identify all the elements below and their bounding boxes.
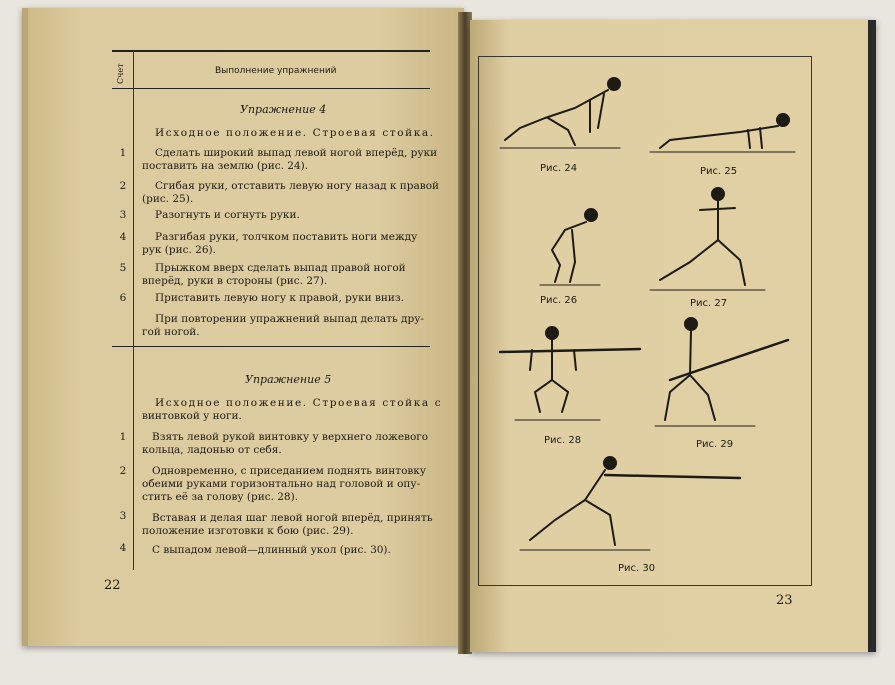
step-text: Одновременно, с приседанием поднять винтовку	[152, 465, 427, 477]
page-number-left: 22	[104, 578, 121, 593]
figure-28-illustration	[500, 327, 640, 420]
figure-26-illustration	[540, 209, 600, 285]
step-number: 1	[119, 147, 127, 159]
step-text: кольца, ладонью от себя.	[142, 444, 282, 456]
figure-25-illustration	[650, 114, 795, 152]
exercise-5-start: Исходное положение. Строевая стойка с	[155, 397, 443, 409]
figure-26-caption: Рис. 26	[540, 295, 578, 306]
note-text: При повторении упражнений выпад делать дру-	[155, 313, 424, 325]
step-text: положение изготовки к бою (рис. 29).	[142, 525, 354, 537]
step-text: Разгибая руки, толчком поставить ноги между	[155, 231, 418, 243]
step-text: Прыжком вверх сделать выпад правой ногой	[155, 262, 406, 274]
exercise-4-start: Исходное положение. Строевая стойка.	[155, 127, 435, 139]
figure-27-illustration	[650, 188, 765, 290]
figure-24-caption: Рис. 24	[540, 163, 578, 174]
step-text: Приставить левую ногу к правой, руки вниз.	[155, 292, 404, 304]
step-text: С выпадом левой—длинный укол (рис. 30).	[152, 544, 391, 556]
step-text: Вставая и делая шаг левой ногой вперёд, принять	[152, 512, 433, 524]
header-execution: Выполнение упражнений	[215, 66, 337, 76]
step-text: Взять левой рукой винтовку у верхнего ложевого	[152, 431, 429, 443]
step-number: 4	[119, 231, 127, 243]
step-text: Сгибая руки, отставить левую ногу назад к правой	[155, 180, 440, 192]
step-text: стить её за голову (рис. 28).	[142, 491, 299, 503]
figure-25-caption: Рис. 25	[700, 166, 738, 177]
step-text: Сделать широкий выпад левой ногой вперёд, руки	[155, 147, 438, 159]
figure-29-illustration	[655, 318, 788, 426]
step-number: 2	[119, 465, 127, 477]
step-text: Разогнуть и согнуть руки.	[155, 209, 300, 221]
exercise-5-title: Упражнение 5	[245, 373, 332, 386]
step-number: 3	[119, 209, 127, 221]
step-number: 2	[119, 180, 127, 192]
step-number: 3	[119, 510, 127, 522]
figure-29-caption: Рис. 29	[696, 439, 734, 450]
step-number: 1	[119, 431, 127, 443]
figure-24-illustration	[500, 78, 620, 148]
step-text: обеими руками горизонтально над головой и опу-	[142, 478, 421, 490]
step-text: рук (рис. 26).	[142, 244, 216, 256]
step-number: 4	[119, 542, 127, 554]
figure-28-caption: Рис. 28	[544, 435, 582, 446]
figure-27-caption: Рис. 27	[690, 298, 728, 309]
step-text: вперёд, руки в стороны (рис. 27).	[142, 275, 328, 287]
note-text: гой ногой.	[142, 326, 200, 338]
page-number-right: 23	[776, 593, 793, 608]
figure-30-caption: Рис. 30	[618, 563, 656, 574]
exercise-5-start: винтовкой у ноги.	[142, 410, 242, 422]
step-text: (рис. 25).	[142, 193, 194, 205]
step-text: поставить на землю (рис. 24).	[142, 160, 309, 172]
header-count: Счет	[116, 63, 125, 84]
exercise-4-title: Упражнение 4	[240, 103, 327, 116]
step-number: 5	[119, 262, 127, 274]
step-number: 6	[119, 292, 127, 304]
figure-30-illustration	[520, 457, 740, 550]
